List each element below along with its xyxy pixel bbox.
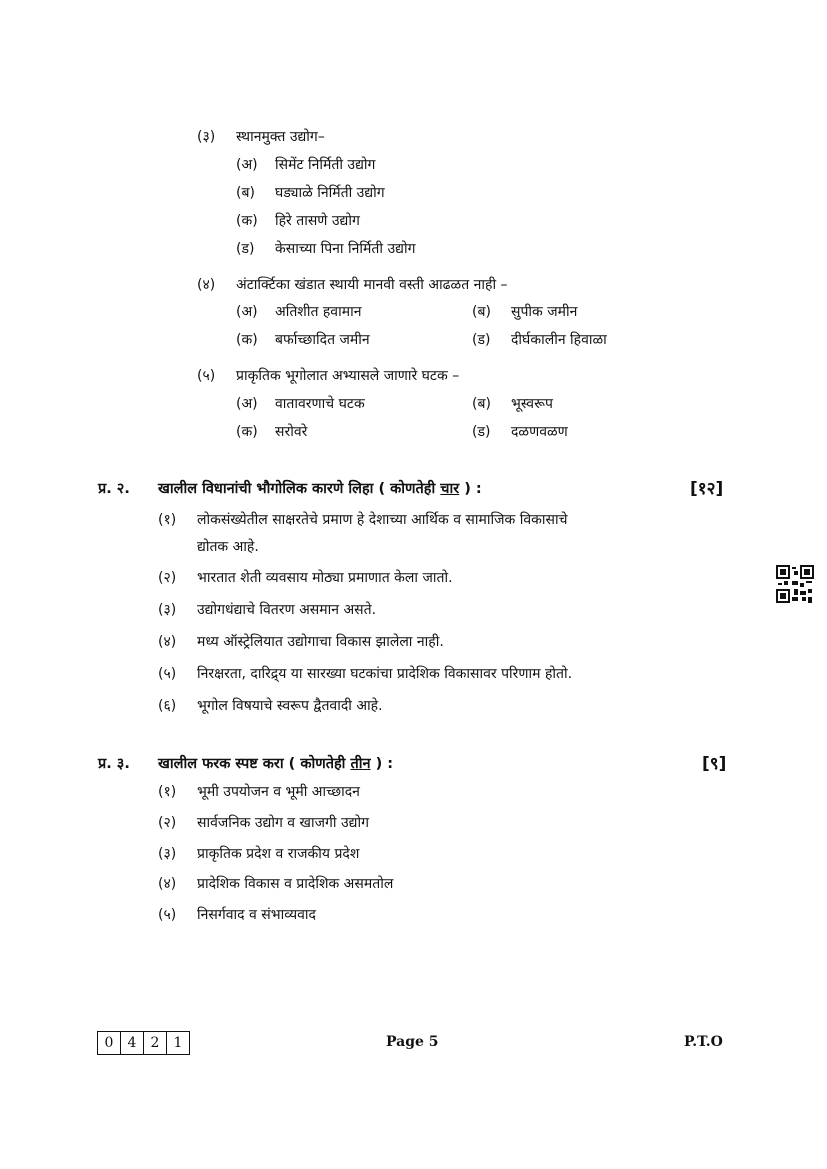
subquestion-title: प्राकृतिक भूगोलात अभ्यासले जाणारे घटक – bbox=[236, 368, 460, 384]
item-label: (१) bbox=[158, 512, 177, 528]
option-label: (ड) bbox=[236, 241, 255, 257]
item-text: भारतात शेती व्यवसाय मोठ्या प्रमाणात केला जातो. bbox=[197, 570, 453, 586]
item-label: (३) bbox=[158, 846, 177, 862]
option-text: केसाच्या पिना निर्मिती उद्योग bbox=[275, 241, 416, 257]
option-text: हिरे तासणे उद्योग bbox=[275, 213, 360, 229]
option-text: दीर्घकालीन हिवाळा bbox=[511, 332, 607, 348]
option-text: वातावरणाचे घटक bbox=[275, 396, 365, 412]
item-text: सार्वजनिक उद्योग व खाजगी उद्योग bbox=[197, 815, 369, 831]
option-label: (ब) bbox=[472, 396, 491, 412]
option-text: बर्फाच्छादित जमीन bbox=[275, 332, 370, 348]
question-number: प्र. २. bbox=[98, 481, 130, 497]
item-text: निरक्षरता, दारिद्र्य या सारख्या घटकांचा प्रादेशिक विकासावर परिणाम होतो. bbox=[197, 666, 573, 682]
subquestion-title: अंटार्क्टिका खंडात स्थायी मानवी वस्ती आढळत नाही – bbox=[236, 277, 508, 293]
option-text: अतिशीत हवामान bbox=[275, 304, 362, 320]
option-text: दळणवळण bbox=[511, 424, 568, 440]
item-label: (१) bbox=[158, 784, 177, 800]
option-text: सरोवरे bbox=[275, 424, 308, 440]
item-text: उद्योगधंद्याचे वितरण असमान असते. bbox=[197, 602, 377, 618]
item-label: (२) bbox=[158, 570, 177, 586]
item-label: (३) bbox=[158, 602, 177, 618]
subquestion-number: (३) bbox=[197, 129, 216, 145]
option-label: (क) bbox=[236, 213, 258, 229]
marks: [९] bbox=[702, 754, 727, 774]
item-label: (२) bbox=[158, 815, 177, 831]
question-title: खालील विधानांची भौगोलिक कारणे लिहा ( कोणतेही चार ) : bbox=[158, 481, 482, 497]
option-label: (ब) bbox=[236, 185, 255, 201]
item-label: (५) bbox=[158, 907, 177, 923]
item-text: लोकसंख्येतील साक्षरतेचे प्रमाण हे देशाच्या आर्थिक व सामाजिक विकासाचे bbox=[197, 512, 568, 528]
pto-label: P.T.O bbox=[684, 1034, 723, 1050]
option-label: (क) bbox=[236, 332, 258, 348]
item-text-continued: द्योतक आहे. bbox=[197, 539, 259, 555]
item-label: (६) bbox=[158, 698, 177, 714]
item-text: भूगोल विषयाचे स्वरूप द्वैतवादी आहे. bbox=[197, 698, 383, 714]
option-label: (ड) bbox=[472, 424, 491, 440]
question-number: प्र. ३. bbox=[98, 756, 130, 772]
code-digit: 2 bbox=[144, 1032, 167, 1054]
item-label: (५) bbox=[158, 666, 177, 682]
item-text: प्राकृतिक प्रदेश व राजकीय प्रदेश bbox=[197, 846, 360, 862]
option-label: (अ) bbox=[236, 304, 258, 320]
question-title: खालील फरक स्पष्ट करा ( कोणतेही तीन ) : bbox=[158, 756, 394, 772]
page-number: Page 5 bbox=[386, 1034, 439, 1050]
item-text: भूमी उपयोजन व भूमी आच्छादन bbox=[197, 784, 360, 800]
code-digit: 1 bbox=[173, 1035, 183, 1051]
item-text: प्रादेशिक विकास व प्रादेशिक असमतोल bbox=[197, 876, 394, 892]
item-label: (४) bbox=[158, 876, 177, 892]
option-label: (क) bbox=[236, 424, 258, 440]
subquestion-number: (४) bbox=[197, 277, 216, 293]
item-text: निसर्गवाद व संभाव्यवाद bbox=[197, 907, 316, 923]
subquestion-title: स्थानमुक्त उद्योग– bbox=[236, 129, 325, 145]
option-label: (ब) bbox=[472, 304, 491, 320]
code-digit: 0 bbox=[98, 1032, 121, 1054]
option-label: (ड) bbox=[472, 332, 491, 348]
option-text: सिमेंट निर्मिती उद्योग bbox=[275, 157, 376, 173]
option-label: (अ) bbox=[236, 396, 258, 412]
option-label: (अ) bbox=[236, 157, 258, 173]
item-label: (४) bbox=[158, 634, 177, 650]
subquestion-number: (५) bbox=[197, 368, 216, 384]
option-text: सुपीक जमीन bbox=[511, 304, 578, 320]
item-text: मध्य ऑस्ट्रेलियात उद्योगाचा विकास झालेला नाही. bbox=[197, 634, 444, 650]
option-text: भूस्वरूप bbox=[511, 396, 553, 412]
code-digit: 4 bbox=[121, 1032, 144, 1054]
option-text: घड्याळे निर्मिती उद्योग bbox=[275, 185, 385, 201]
marks: [१२] bbox=[690, 479, 724, 499]
qr-code-icon bbox=[776, 565, 814, 603]
paper-code-box bbox=[97, 1031, 190, 1055]
